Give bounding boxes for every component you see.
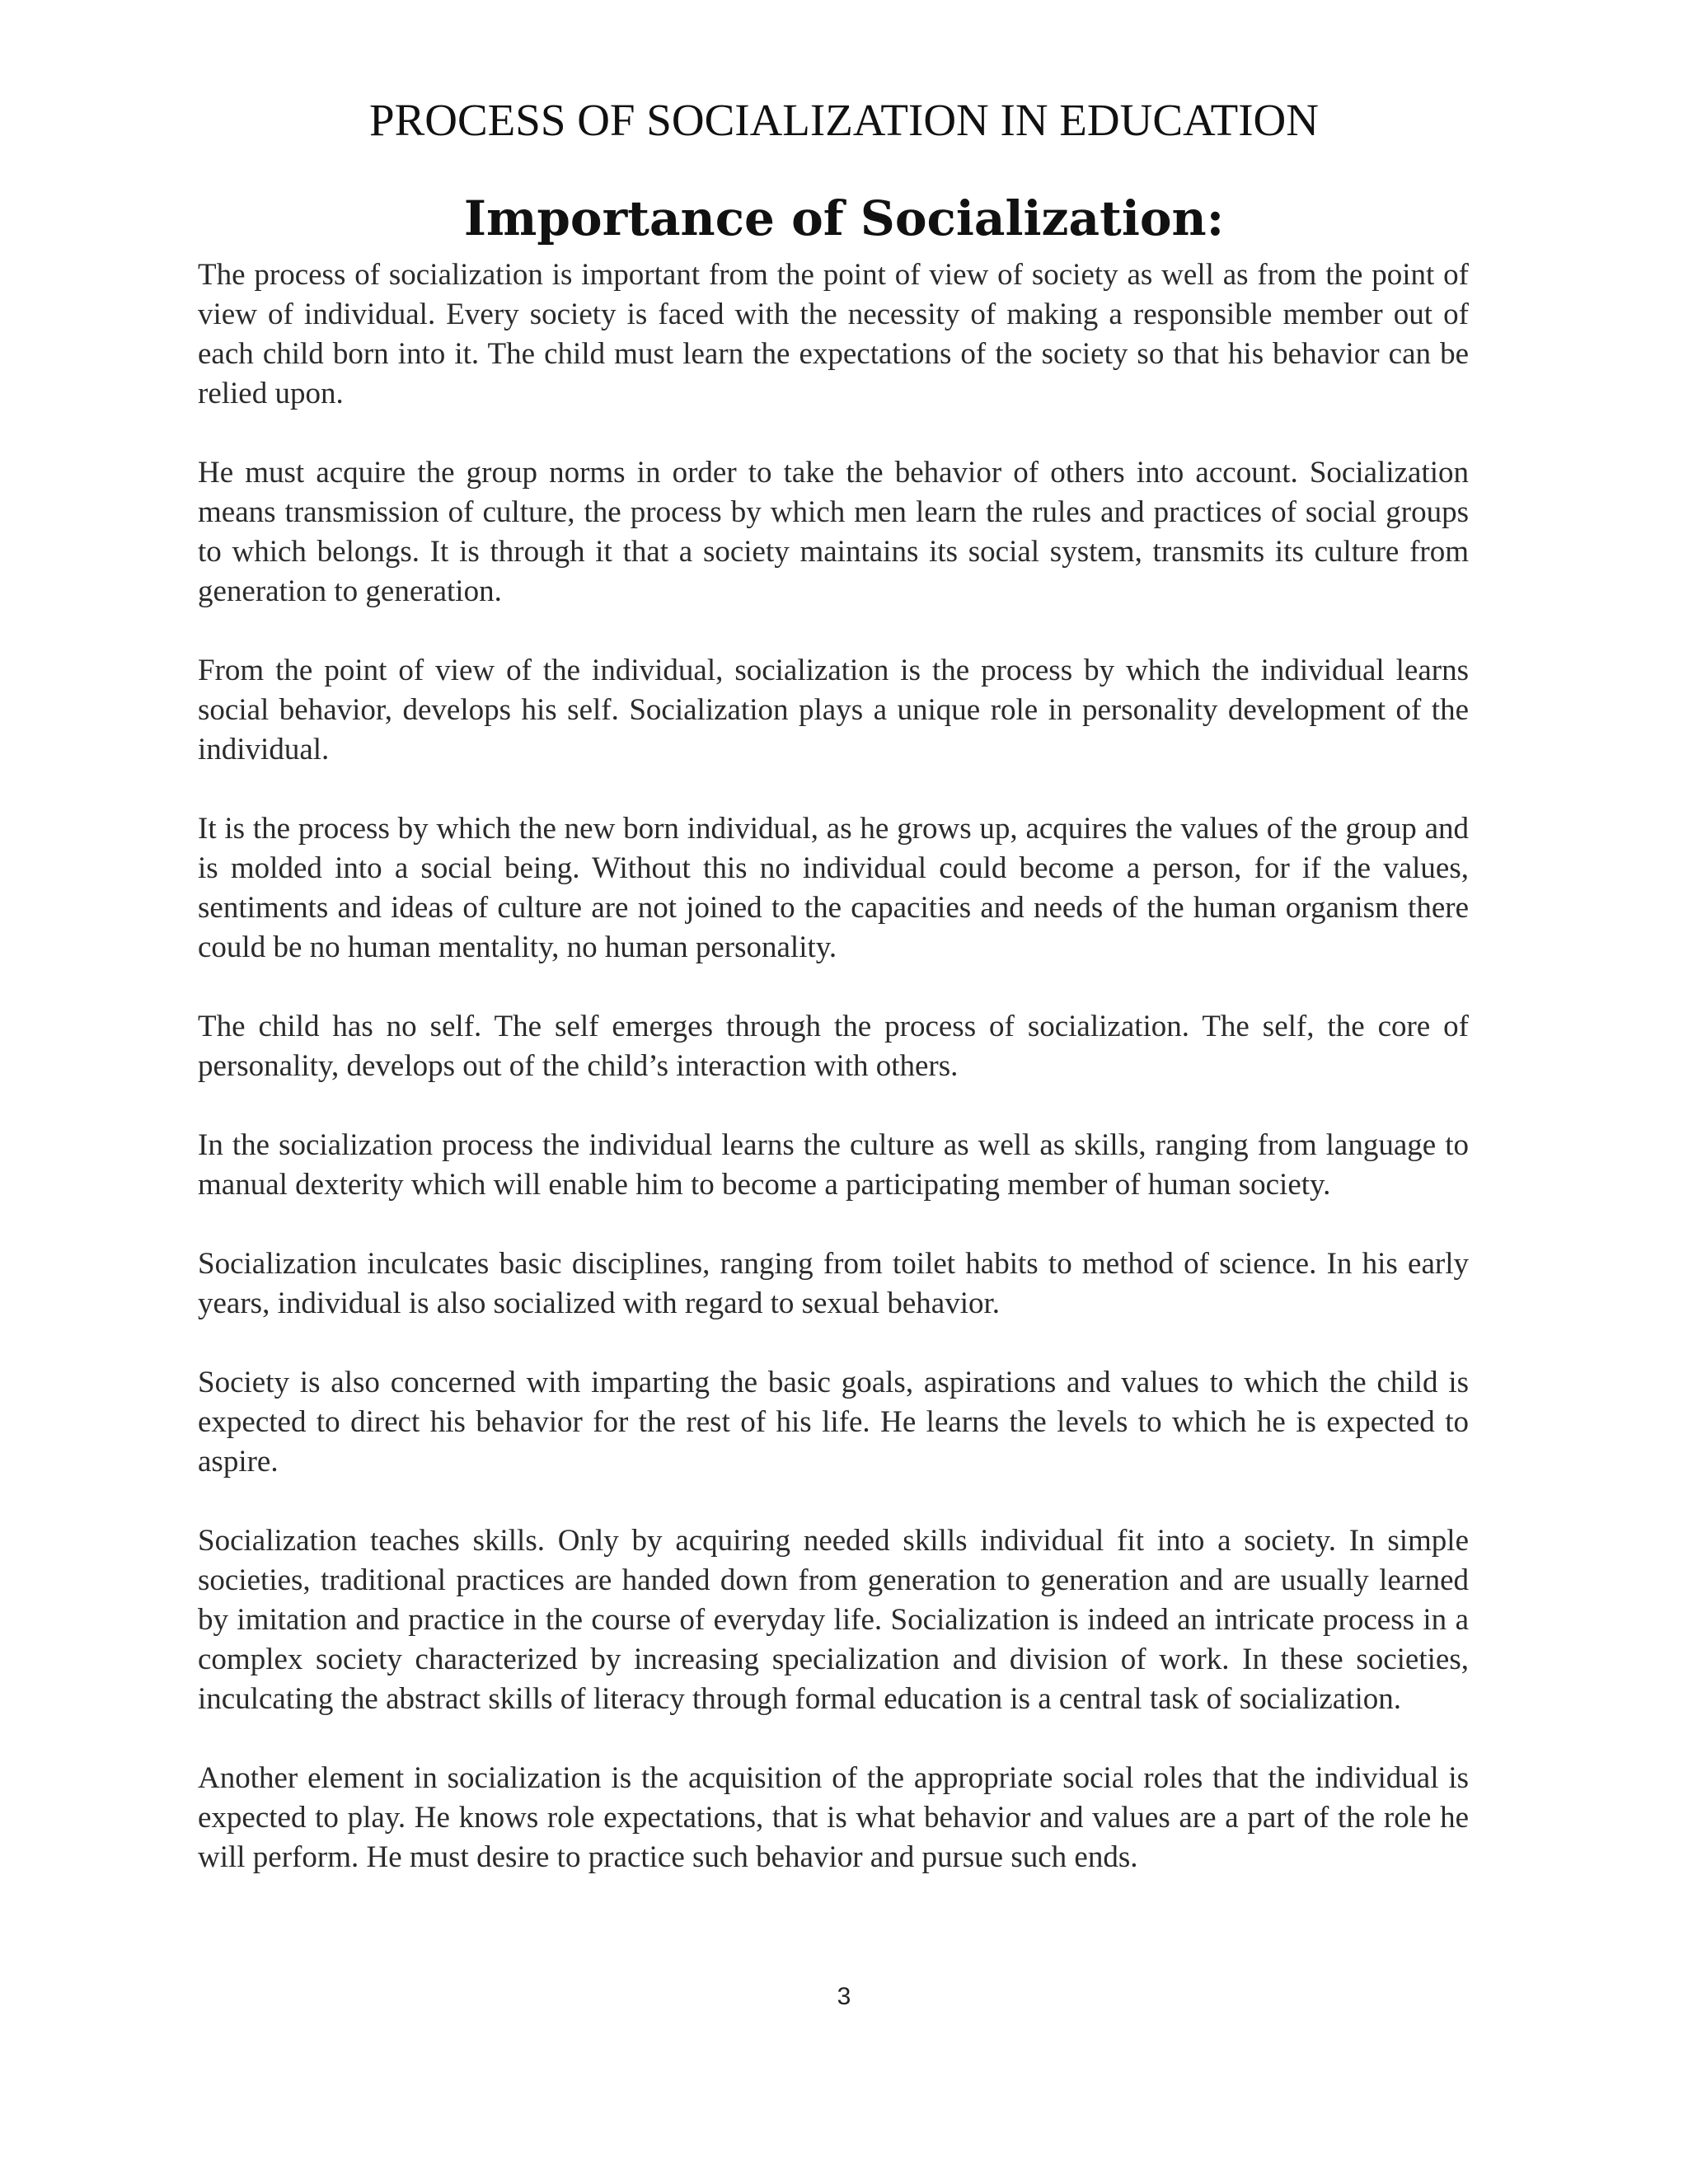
section-title: Importance of Socialization: (463, 190, 1225, 246)
paragraph: From the point of view of the individual, socialization is the process by which the individual learns social behavior, develops his self. Socialization plays a unique role in personality development of the individual. (198, 654, 1469, 766)
page-number: 3 (837, 1983, 851, 2010)
paragraph: He must acquire the group norms in order to take the behavior of others into account. Socialization means transmission of culture, the process by which men learn the rules and practices of social groups to which belongs. It is through it that a society maintains its social system, transmits its culture from generation to generation. (198, 456, 1469, 608)
paragraph: Socialization teaches skills. Only by acquiring needed skills individual fit into a society. In simple societies, traditional practices are handed down from generation to generation and are usually learned by imitation and practice in the course of everyday life. Socialization is indeed an intricate process in a complex society characterized by increasing specialization and division of work. In these societies, inculcating the abstract skills of literacy through formal education is a central task of socialization. (198, 1524, 1469, 1716)
paragraph: In the socialization process the individual learns the culture as well as skills, ranging from language to manual dexterity which will enable him to become a participating member of human society. (198, 1128, 1469, 1202)
document-header: PROCESS OF SOCIALIZATION IN EDUCATION (369, 95, 1319, 145)
body-text (198, 255, 1469, 1877)
paragraph: The process of socialization is important from the point of view of society as well as from the point of view of individual. Every society is faced with the necessity of making a responsible member out of each child born into it. The child must learn the expectations of the society so that his behavior can be relied upon. (198, 258, 1469, 410)
paragraph: Socialization inculcates basic disciplines, ranging from toilet habits to method of science. In his early years, individual is also socialized with regard to sexual behavior. (198, 1247, 1469, 1320)
paragraph: Another element in socialization is the acquisition of the appropriate social roles that the individual is expected to play. He knows role expectations, that is what behavior and values are a part of the role he will perform. He must desire to practice such behavior and pursue such ends. (198, 1761, 1469, 1874)
paragraph: The child has no self. The self emerges through the process of socialization. The self, the core of personality, develops out of the child’s interaction with others. (198, 1010, 1469, 1083)
paragraph: It is the process by which the new born individual, as he grows up, acquires the values of the group and is molded into a social being. Without this no individual could become a person, for if the values, sentiments and ideas of culture are not joined to the capacities and needs of the human organism there could be no human mentality, no human personality. (198, 812, 1469, 964)
paragraph: Society is also concerned with imparting the basic goals, aspirations and values to which the child is expected to direct his behavior for the rest of his life. He learns the levels to which he is expected to aspire. (198, 1366, 1469, 1479)
